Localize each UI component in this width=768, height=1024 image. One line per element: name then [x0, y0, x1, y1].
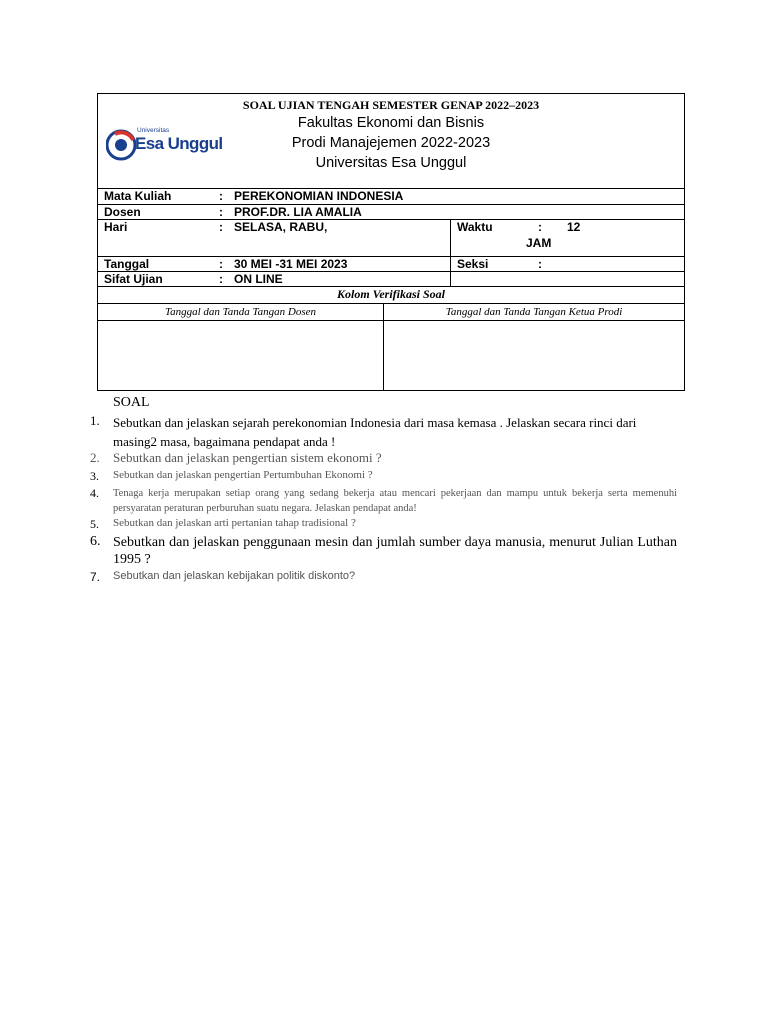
question-text: Sebutkan dan jelaskan arti pertanian tahap tradisional ? [113, 517, 356, 529]
colon: : [219, 220, 223, 234]
waktu-unit: JAM [526, 236, 552, 250]
divider [98, 219, 684, 220]
question-number: 2. [90, 450, 100, 465]
divider [98, 204, 684, 205]
divider [98, 271, 684, 272]
hari-label: Hari [104, 220, 128, 234]
colon: : [219, 205, 223, 219]
question-text: Sebutkan dan jelaskan penggunaan mesin dan jumlah sumber daya manusia, menurut Julian Luthan 1995 ? [113, 535, 677, 567]
divider [98, 303, 684, 304]
mata-kuliah-label: Mata Kuliah [104, 189, 172, 203]
question-text: Sebutkan dan jelaskan sejarah perekonomian Indonesia dari masa kemasa . Jelaskan secara rinci dari masing2 masa, bagaimana pendapat anda ! [113, 415, 637, 449]
faculty-name: Fakultas Ekonomi dan Bisnis [297, 115, 485, 131]
verification-title: Kolom Verifikasi Soal [336, 287, 446, 301]
colon: : [538, 257, 542, 271]
question-number: 5. [90, 517, 99, 531]
lecturer-signature-caption: Tanggal dan Tanda Tangan Dosen [165, 306, 316, 318]
university-name: Universitas Esa Unggul [315, 155, 467, 171]
question-text: Tenaga kerja merupakan setiap orang yang sedang bekerja atau mencari pekerjaan dan mampu untuk bekerja serta memenuhi persyaratan peraturan perburuhan suatu negara. Jelaskan pendapat anda! [113, 488, 677, 514]
logo-name: Esa Unggul [135, 134, 223, 153]
hari-value: SELASA, RABU, [234, 220, 328, 234]
question-number: 3. [90, 469, 99, 483]
exam-title: SOAL UJIAN TENGAH SEMESTER GENAP 2022–2023 [242, 98, 540, 112]
question-number: 1. [90, 413, 100, 428]
question-text: Sebutkan dan jelaskan pengertian sistem ekonomi ? [113, 450, 382, 465]
question-number: 4. [90, 486, 99, 500]
divider [98, 256, 684, 257]
colon: : [219, 189, 223, 203]
dosen-label: Dosen [104, 205, 141, 219]
question-number: 6. [90, 534, 101, 549]
mata-kuliah-value: PEREKONOMIAN INDONESIA [234, 189, 404, 203]
seksi-label: Seksi [457, 257, 489, 271]
waktu-value: 12 [567, 220, 581, 234]
divider [98, 320, 684, 321]
exam-header-table [97, 93, 685, 391]
sifat-ujian-label: Sifat Ujian [104, 272, 163, 286]
dosen-value: PROF.DR. LIA AMALIA [234, 205, 362, 219]
question-number: 7. [90, 570, 101, 584]
logo-small-text: Universitas [137, 127, 170, 134]
question-text: Sebutkan dan jelaskan kebijakan politik diskonto? [113, 570, 356, 582]
divider [450, 219, 451, 286]
questions-heading: SOAL [113, 395, 150, 410]
colon: : [538, 220, 542, 234]
tanggal-value: 30 MEI -31 MEI 2023 [234, 257, 348, 271]
tanggal-label: Tanggal [104, 257, 150, 271]
colon: : [219, 272, 223, 286]
waktu-label: Waktu [457, 220, 493, 234]
question-text: Sebutkan dan jelaskan pengertian Pertumbuhan Ekonomi ? [113, 469, 373, 481]
sifat-ujian-value: ON LINE [234, 272, 283, 286]
head-signature-caption: Tanggal dan Tanda Tangan Ketua Prodi [445, 306, 623, 318]
program-name: Prodi Manajejemen 2022-2023 [291, 135, 491, 151]
colon: : [219, 257, 223, 271]
